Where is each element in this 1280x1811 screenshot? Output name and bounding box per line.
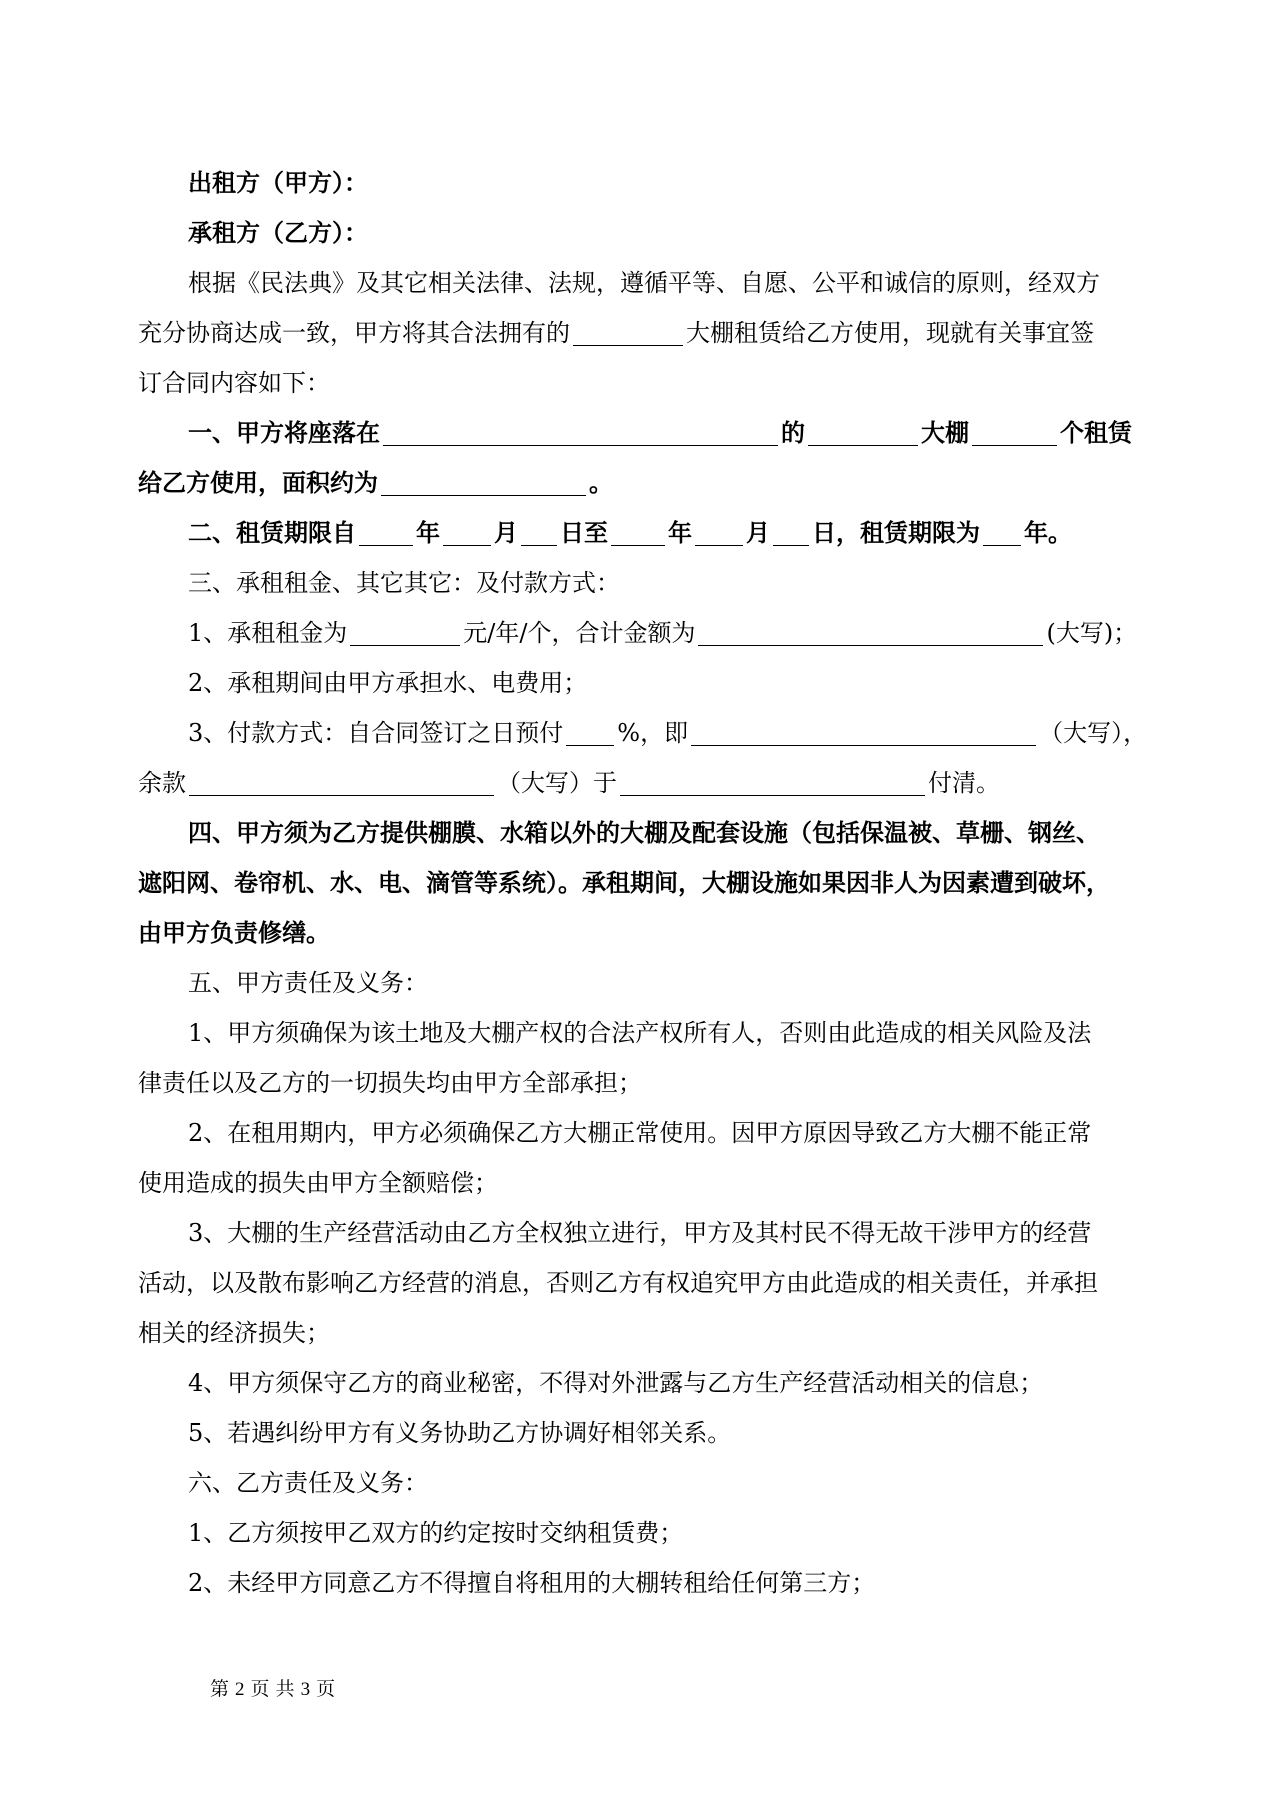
clause-1-line-2 [138, 458, 1158, 508]
text-segment: 2、在租用期内，甲方必须确保乙方大棚正常使用。因甲方原因导致乙方大棚不能正常 [188, 1119, 1092, 1147]
preamble-line-3 [138, 358, 1158, 408]
text-segment: 五、甲方责任及义务： [188, 969, 428, 997]
text-segment: 2、未经甲方同意乙方不得擅自将租用的大棚转租给任何第三方； [188, 1569, 876, 1597]
clause-3-heading [138, 558, 1158, 608]
preamble-line-1 [138, 258, 1158, 308]
blank-field[interactable] [443, 519, 491, 546]
text-segment: 相关的经济损失； [138, 1319, 330, 1347]
text-segment: 律责任以及乙方的一切损失均由甲方全部承担； [138, 1069, 642, 1097]
clause-5-item-2-line-1 [138, 1108, 1158, 1158]
blank-field[interactable] [691, 719, 1036, 746]
text-segment: 1、乙方须按甲乙双方的约定按时交纳租赁费； [188, 1519, 684, 1547]
blank-field[interactable] [566, 719, 614, 746]
blank-field[interactable] [611, 519, 665, 546]
text-segment: 根据《民法典》及其它相关法律、法规，遵循平等、自愿、公平和诚信的原则，经双方 [188, 269, 1100, 297]
blank-field[interactable] [808, 419, 918, 446]
text-segment: 元/年/个，合计金额为 [463, 619, 696, 647]
clause-5-item-1-line-2 [138, 1058, 1158, 1108]
text-segment: 1、甲方须确保为该土地及大棚产权的合法产权所有人，否则由此造成的相关风险及法 [188, 1019, 1092, 1047]
text-segment: 余款 [138, 769, 186, 797]
text-segment: 大棚 [921, 418, 969, 447]
text-segment: 给乙方使用，面积约为 [138, 468, 378, 497]
text-segment: 年。 [1024, 518, 1072, 547]
text-segment: 月 [746, 518, 770, 547]
blank-field[interactable] [773, 519, 809, 546]
lessee-line [138, 208, 1158, 258]
text-segment: %，即 [617, 719, 689, 747]
blank-field[interactable] [573, 319, 683, 346]
text-segment: 二、租赁期限自 [188, 518, 356, 547]
text-segment: 使用造成的损失由甲方全额赔偿； [138, 1169, 498, 1197]
text-segment: 1、承租租金为 [188, 619, 348, 647]
clause-3-item-1 [138, 608, 1158, 658]
text-segment: 订合同内容如下： [138, 369, 330, 397]
blank-field[interactable] [189, 769, 494, 796]
text-segment: （大写）于 [497, 769, 617, 797]
page-label: 第 [210, 1678, 230, 1700]
blank-field[interactable] [383, 419, 778, 446]
clause-5-item-1-line-1 [138, 1008, 1158, 1058]
clause-5-item-3-line-1 [138, 1208, 1158, 1258]
clause-4-line-2 [138, 858, 1158, 908]
text-segment: 个租赁 [1060, 418, 1132, 447]
contract-body [138, 158, 1158, 1608]
blank-field[interactable] [359, 519, 413, 546]
page-current: 2 [235, 1679, 245, 1700]
text-segment: 月 [494, 518, 518, 547]
page-label: 页 共 [250, 1678, 295, 1700]
text-segment: 的 [781, 418, 805, 447]
lessor-label: 出租方（甲方）： [188, 168, 368, 197]
clause-5-item-4 [138, 1358, 1158, 1408]
text-segment: 大棚租赁给乙方使用，现就有关事宜签 [686, 319, 1094, 347]
text-segment: 三、承租租金、其它其它：及付款方式： [188, 569, 620, 597]
page-footer [210, 1674, 335, 1701]
text-segment: 日，租赁期限为 [812, 518, 980, 547]
text-segment: 付清。 [928, 769, 1000, 797]
text-segment: (大写)； [1046, 619, 1138, 647]
clause-5-heading [138, 958, 1158, 1008]
clause-2-line [138, 508, 1158, 558]
clause-4-line-1 [138, 808, 1158, 858]
text-segment: 日至 [560, 518, 608, 547]
text-segment: 充分协商达成一致，甲方将其合法拥有的 [138, 319, 570, 347]
clause-5-item-3-line-3 [138, 1308, 1158, 1358]
blank-field[interactable] [521, 519, 557, 546]
text-segment: 活动，以及散布影响乙方经营的消息，否则乙方有权追究甲方由此造成的相关责任，并承担 [138, 1269, 1098, 1297]
text-segment: 。 [589, 468, 613, 497]
clause-1-line-1 [138, 408, 1158, 458]
lessor-line [138, 158, 1158, 208]
text-segment: 3、大棚的生产经营活动由乙方全权独立进行，甲方及其村民不得无故干涉甲方的经营 [188, 1219, 1092, 1247]
clause-3-item-3-line-2 [138, 758, 1158, 808]
clause-4-line-3 [138, 908, 1158, 958]
blank-field[interactable] [350, 619, 460, 646]
clause-5-item-2-line-2 [138, 1158, 1158, 1208]
text-segment: 由甲方负责修缮。 [138, 918, 330, 947]
text-segment: 3、付款方式：自合同签订之日预付 [188, 719, 564, 747]
blank-field[interactable] [695, 519, 743, 546]
text-segment: 年 [416, 518, 440, 547]
page-label: 页 [316, 1678, 336, 1700]
text-segment: （大写）， [1039, 719, 1148, 747]
text-segment: 遮阳网、卷帘机、水、电、滴管等系统）。承租期间，大棚设施如果因非人为因素遭到破坏， [138, 868, 1110, 897]
clause-5-item-5 [138, 1408, 1158, 1458]
clause-3-item-2 [138, 658, 1158, 708]
clause-6-heading [138, 1458, 1158, 1508]
blank-field[interactable] [620, 769, 925, 796]
clause-6-item-2 [138, 1558, 1158, 1608]
lessee-label: 承租方（乙方）： [188, 218, 368, 247]
text-segment: 四、甲方须为乙方提供棚膜、水箱以外的大棚及配套设施（包括保温被、草栅、钢丝、 [188, 818, 1100, 847]
page-total: 3 [300, 1679, 311, 1700]
blank-field[interactable] [381, 469, 586, 496]
text-segment: 年 [668, 518, 692, 547]
blank-field[interactable] [972, 419, 1057, 446]
text-segment: 2、承租期间由甲方承担水、电费用； [188, 669, 588, 697]
text-segment: 5、若遇纠纷甲方有义务协助乙方协调好相邻关系。 [188, 1419, 732, 1447]
blank-field[interactable] [698, 619, 1043, 646]
clause-3-item-3-line-1 [138, 708, 1158, 758]
text-segment: 4、甲方须保守乙方的商业秘密，不得对外泄露与乙方生产经营活动相关的信息； [188, 1369, 1044, 1397]
preamble-line-2 [138, 308, 1158, 358]
clause-6-item-1 [138, 1508, 1158, 1558]
blank-field[interactable] [983, 519, 1021, 546]
text-segment: 六、乙方责任及义务： [188, 1469, 428, 1497]
text-segment: 一、甲方将座落在 [188, 418, 380, 447]
clause-5-item-3-line-2 [138, 1258, 1158, 1308]
